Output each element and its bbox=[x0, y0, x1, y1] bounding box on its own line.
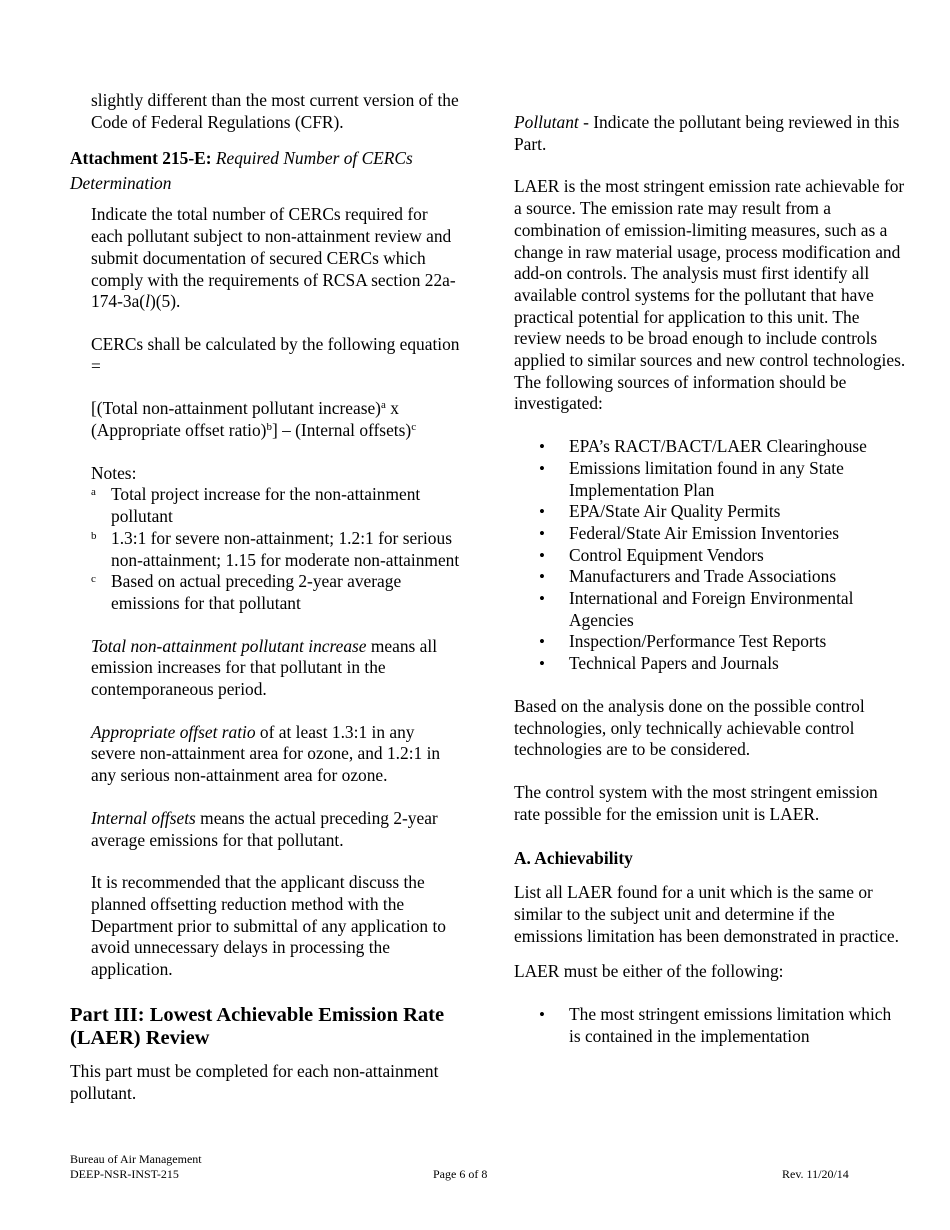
attachment-heading bbox=[70, 146, 460, 195]
indicate-paragraph: Indicate the total number of CERCs required for each pollutant subject to non-attainment review and submit documentation of secured CERCs which comply with the requirements of RCSA section 22a-174-3a(l)(5). bbox=[91, 204, 456, 312]
list-item: • Control Equipment Vendors bbox=[514, 545, 906, 567]
definition-offset-ratio: Appropriate offset ratio of at least 1.3:1 in any severe non-attainment area for ozone, and 1.2:1 in any serious non-attainment area for ozone. bbox=[91, 721, 441, 786]
list-laer-paragraph: List all LAER found for a unit which is the same or similar to the subject unit and determine if the emissions limitation has been demonstrated in practice. bbox=[514, 882, 899, 946]
list-item: • EPA/State Air Quality Permits bbox=[514, 501, 906, 523]
list-item: • Emissions limitation found in any State Implementation Plan bbox=[514, 458, 906, 501]
either-list bbox=[514, 1004, 906, 1047]
list-item: • The most stringent emissions limitation which is contained in the implementation bbox=[514, 1004, 906, 1047]
footer-revision: Rev. 11/20/14 bbox=[782, 1167, 849, 1181]
calculation-paragraph: CERCs shall be calculated by the following equation = bbox=[91, 333, 460, 376]
laer-paragraph: LAER is the most stringent emission rate achievable for a source. The emission rate may result from a combination of emission-limiting measures, such as a change in raw material usage, process modification and add-on controls. The analysis must first identify all available control systems for the pollutant that have practical potential for application to this unit. The review needs to be broad enough to include controls applied to similar sources and new control technologies. The following sources of information should be investigated: bbox=[514, 176, 906, 414]
definition-internal-offsets: Internal offsets means the actual preceding 2-year average emissions for that pollutant. bbox=[91, 807, 438, 850]
left-column bbox=[70, 90, 460, 1104]
recommendation-paragraph: It is recommended that the applicant discuss the planned offsetting reduction method with the Department prior to submittal of any application to avoid unnecessary delays in processing the application. bbox=[91, 872, 446, 980]
note-item: c Based on actual preceding 2-year average emissions for that pollutant bbox=[91, 571, 402, 613]
footer-doc-id: DEEP-NSR-INST-215 bbox=[70, 1167, 179, 1181]
equation: [(Total non-attainment pollutant increase)$^a$ x (Appropriate offset ratio)$^b$] – (Internal offsets)$^c$ bbox=[91, 398, 417, 441]
note-item: b 1.3:1 for severe non-attainment; 1.2:1 for serious non-attainment; 1.15 for moderate non-attainment bbox=[91, 527, 460, 570]
notes-label: Notes: bbox=[91, 462, 137, 483]
pollutant-paragraph: Pollutant - Indicate the pollutant being reviewed in this Part. bbox=[514, 112, 900, 154]
analysis-paragraph: Based on the analysis done on the possible control technologies, only technically achievable control technologies are to be considered. bbox=[514, 695, 865, 760]
list-item: • Manufacturers and Trade Associations bbox=[514, 566, 906, 588]
part3-heading: Part III: Lowest Achievable Emission Rate (LAER) Review bbox=[70, 1003, 445, 1050]
list-item: • Inspection/Performance Test Reports bbox=[514, 631, 906, 653]
right-column bbox=[514, 112, 906, 1047]
list-item: • EPA’s RACT/BACT/LAER Clearinghouse bbox=[514, 436, 906, 458]
footer-bureau: Bureau of Air Management bbox=[70, 1152, 202, 1166]
attachment-label: Attachment 215-E: bbox=[70, 148, 212, 169]
footer-left bbox=[70, 1152, 202, 1182]
attachment-title: Required Number of CERCs Determination bbox=[70, 148, 413, 193]
sources-list bbox=[514, 436, 906, 675]
definition-increase: Total non-attainment pollutant increase means all emission increases for that pollutant in the contemporaneous period. bbox=[91, 635, 438, 700]
list-item: • Federal/State Air Emission Inventories bbox=[514, 523, 906, 545]
control-paragraph: The control system with the most stringent emission rate possible for the emission unit is LAER. bbox=[514, 781, 878, 824]
part3-paragraph: This part must be completed for each non-attainment pollutant. bbox=[70, 1060, 439, 1103]
footer-page-number: Page 6 of 8 bbox=[433, 1167, 488, 1181]
either-paragraph: LAER must be either of the following: bbox=[514, 961, 784, 982]
achievability-heading: A. Achievability bbox=[514, 848, 633, 869]
continuation-paragraph: slightly different than the most current version of the Code of Federal Regulations (CFR). bbox=[91, 90, 459, 132]
list-item: • Technical Papers and Journals bbox=[514, 653, 906, 675]
note-item: a Total project increase for the non-attainment pollutant bbox=[91, 484, 421, 527]
notes-list bbox=[70, 484, 460, 614]
list-item: • International and Foreign Environmental Agencies bbox=[514, 588, 906, 631]
